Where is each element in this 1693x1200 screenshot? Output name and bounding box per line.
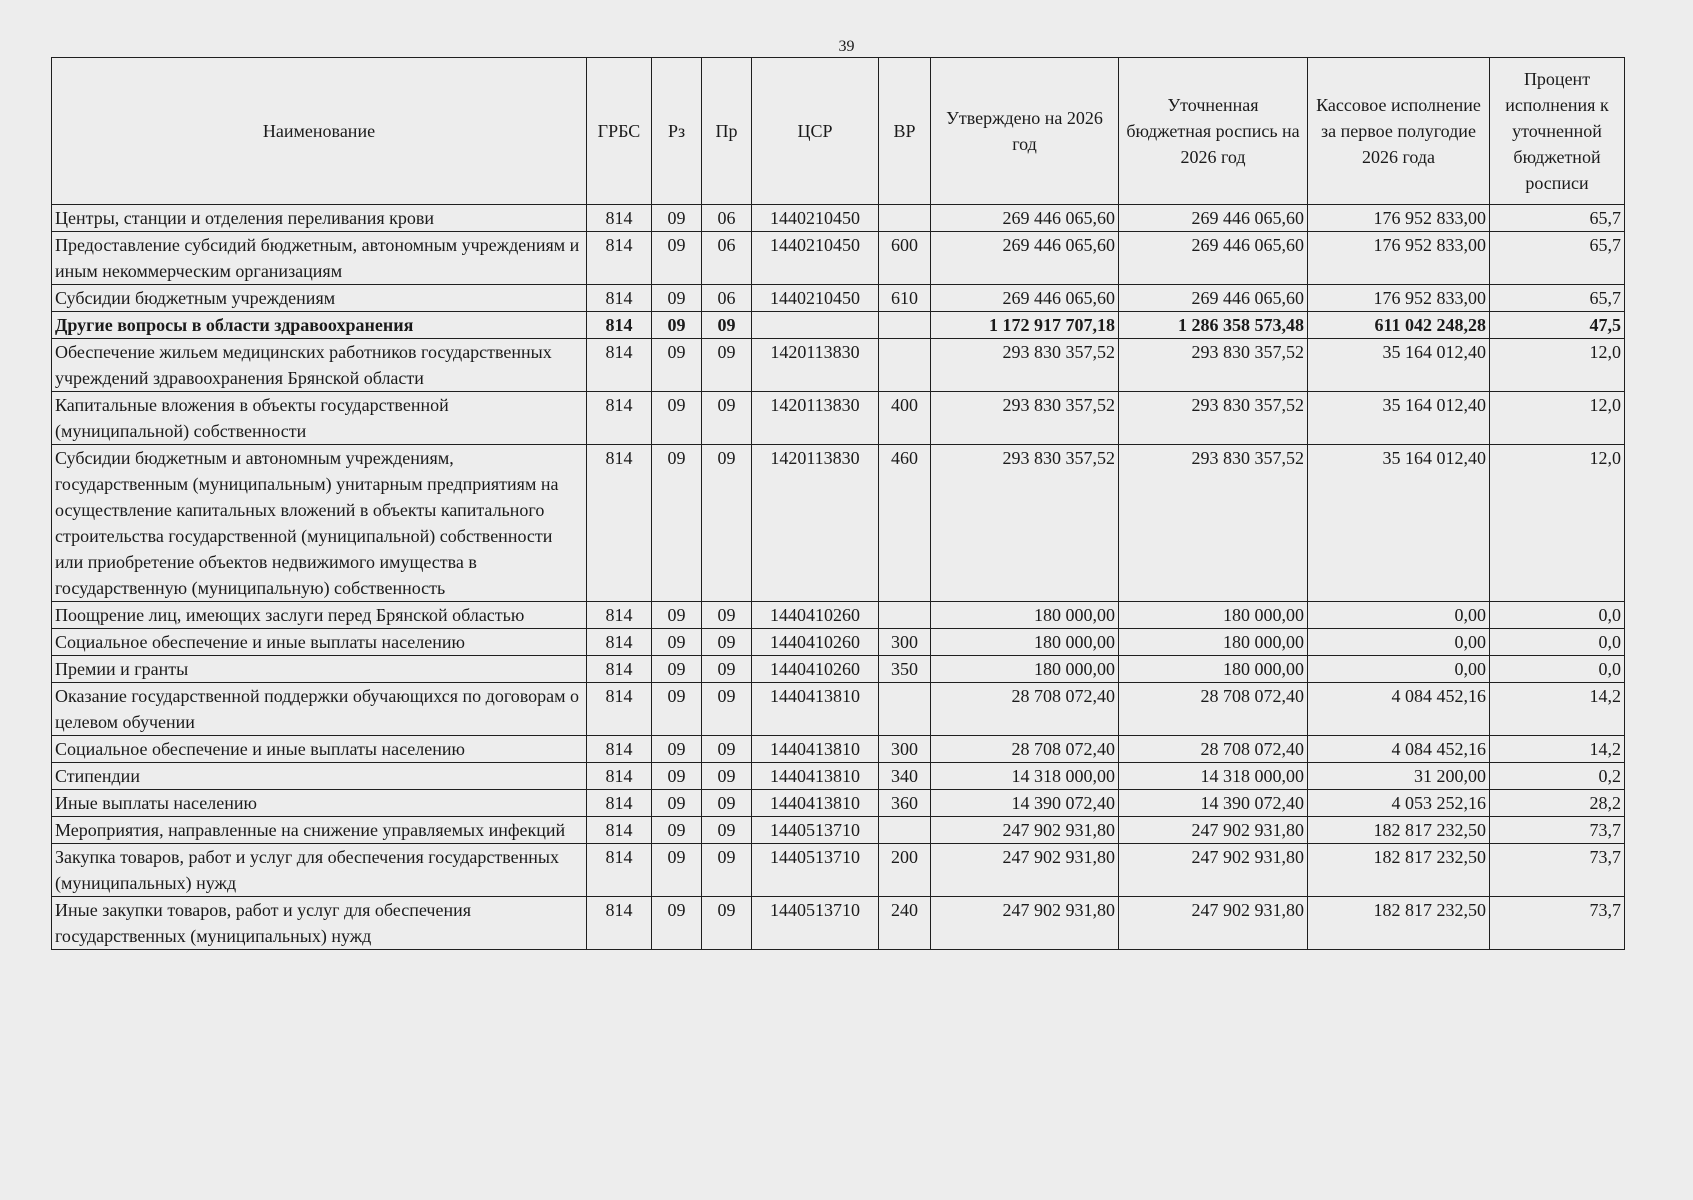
cell-approved: 14 390 072,40 — [931, 790, 1119, 817]
cell-name: Центры, станции и отделения переливания крови — [52, 205, 587, 232]
cell-cash: 176 952 833,00 — [1308, 285, 1490, 312]
table-row — [52, 629, 1625, 656]
cell-rz: 09 — [652, 897, 702, 950]
cell-csr: 1440413810 — [752, 790, 879, 817]
table-row — [52, 763, 1625, 790]
cell-name: Поощрение лиц, имеющих заслуги перед Брянской областью — [52, 602, 587, 629]
cell-refined: 180 000,00 — [1119, 602, 1308, 629]
cell-percent: 65,7 — [1490, 285, 1625, 312]
cell-grbs: 814 — [587, 285, 652, 312]
cell-refined: 247 902 931,80 — [1119, 897, 1308, 950]
cell-percent: 14,2 — [1490, 683, 1625, 736]
cell-rz: 09 — [652, 844, 702, 897]
table-body — [52, 205, 1625, 950]
cell-grbs: 814 — [587, 602, 652, 629]
cell-grbs: 814 — [587, 897, 652, 950]
cell-grbs: 814 — [587, 763, 652, 790]
cell-rz: 09 — [652, 736, 702, 763]
cell-name: Стипендии — [52, 763, 587, 790]
header-refined: Уточненная бюджетная роспись на 2026 год — [1119, 58, 1308, 205]
cell-csr: 1440410260 — [752, 602, 879, 629]
cell-approved: 269 446 065,60 — [931, 205, 1119, 232]
cell-refined: 269 446 065,60 — [1119, 232, 1308, 285]
cell-grbs: 814 — [587, 445, 652, 602]
cell-pr: 09 — [702, 736, 752, 763]
cell-pr: 09 — [702, 817, 752, 844]
cell-cash: 35 164 012,40 — [1308, 392, 1490, 445]
cell-cash: 4 053 252,16 — [1308, 790, 1490, 817]
cell-cash: 4 084 452,16 — [1308, 683, 1490, 736]
cell-approved: 14 318 000,00 — [931, 763, 1119, 790]
cell-rz: 09 — [652, 683, 702, 736]
table-row — [52, 736, 1625, 763]
cell-approved: 180 000,00 — [931, 602, 1119, 629]
cell-vr: 200 — [879, 844, 931, 897]
cell-pr: 06 — [702, 205, 752, 232]
cell-percent: 0,0 — [1490, 629, 1625, 656]
cell-cash: 611 042 248,28 — [1308, 312, 1490, 339]
cell-percent: 0,0 — [1490, 656, 1625, 683]
cell-vr — [879, 339, 931, 392]
cell-refined: 14 390 072,40 — [1119, 790, 1308, 817]
cell-name: Капитальные вложения в объекты государственной (муниципальной) собственности — [52, 392, 587, 445]
table-row — [52, 683, 1625, 736]
cell-pr: 09 — [702, 339, 752, 392]
cell-grbs: 814 — [587, 312, 652, 339]
cell-pr: 09 — [702, 844, 752, 897]
cell-grbs: 814 — [587, 205, 652, 232]
cell-refined: 269 446 065,60 — [1119, 205, 1308, 232]
cell-cash: 0,00 — [1308, 629, 1490, 656]
cell-pr: 06 — [702, 285, 752, 312]
cell-pr: 09 — [702, 763, 752, 790]
cell-cash: 0,00 — [1308, 602, 1490, 629]
cell-vr — [879, 683, 931, 736]
cell-rz: 09 — [652, 602, 702, 629]
cell-grbs: 814 — [587, 844, 652, 897]
cell-refined: 247 902 931,80 — [1119, 817, 1308, 844]
cell-pr: 09 — [702, 602, 752, 629]
cell-percent: 28,2 — [1490, 790, 1625, 817]
header-percent: Процент исполнения к уточненной бюджетной росписи — [1490, 58, 1625, 205]
cell-rz: 09 — [652, 392, 702, 445]
cell-cash: 182 817 232,50 — [1308, 817, 1490, 844]
cell-rz: 09 — [652, 817, 702, 844]
cell-percent: 73,7 — [1490, 897, 1625, 950]
cell-approved: 247 902 931,80 — [931, 817, 1119, 844]
cell-refined: 269 446 065,60 — [1119, 285, 1308, 312]
cell-grbs: 814 — [587, 339, 652, 392]
cell-cash: 182 817 232,50 — [1308, 897, 1490, 950]
cell-refined: 293 830 357,52 — [1119, 339, 1308, 392]
cell-pr: 09 — [702, 392, 752, 445]
cell-vr: 300 — [879, 736, 931, 763]
header-grbs: ГРБС — [587, 58, 652, 205]
cell-refined: 247 902 931,80 — [1119, 844, 1308, 897]
cell-csr: 1420113830 — [752, 392, 879, 445]
cell-cash: 176 952 833,00 — [1308, 205, 1490, 232]
cell-rz: 09 — [652, 790, 702, 817]
table-row — [52, 897, 1625, 950]
cell-csr: 1440513710 — [752, 844, 879, 897]
cell-refined: 180 000,00 — [1119, 656, 1308, 683]
cell-name: Премии и гранты — [52, 656, 587, 683]
cell-refined: 293 830 357,52 — [1119, 445, 1308, 602]
cell-vr: 610 — [879, 285, 931, 312]
cell-refined: 180 000,00 — [1119, 629, 1308, 656]
cell-pr: 09 — [702, 312, 752, 339]
cell-pr: 09 — [702, 683, 752, 736]
cell-name: Социальное обеспечение и иные выплаты населению — [52, 629, 587, 656]
cell-cash: 31 200,00 — [1308, 763, 1490, 790]
cell-cash: 176 952 833,00 — [1308, 232, 1490, 285]
table-row — [52, 656, 1625, 683]
cell-approved: 269 446 065,60 — [931, 285, 1119, 312]
cell-approved: 293 830 357,52 — [931, 392, 1119, 445]
cell-name: Иные выплаты населению — [52, 790, 587, 817]
cell-csr: 1440410260 — [752, 656, 879, 683]
header-pr: Пр — [702, 58, 752, 205]
cell-name: Другие вопросы в области здравоохранения — [52, 312, 587, 339]
cell-vr: 340 — [879, 763, 931, 790]
table-row — [52, 602, 1625, 629]
table-row — [52, 285, 1625, 312]
cell-percent: 12,0 — [1490, 445, 1625, 602]
cell-percent: 73,7 — [1490, 817, 1625, 844]
cell-name: Предоставление субсидий бюджетным, автономным учреждениям и иным некоммерческим организациям — [52, 232, 587, 285]
cell-approved: 180 000,00 — [931, 629, 1119, 656]
cell-grbs: 814 — [587, 392, 652, 445]
cell-approved: 293 830 357,52 — [931, 339, 1119, 392]
cell-grbs: 814 — [587, 656, 652, 683]
cell-approved: 28 708 072,40 — [931, 736, 1119, 763]
cell-rz: 09 — [652, 445, 702, 602]
page-number: 39 — [838, 38, 855, 55]
cell-percent: 12,0 — [1490, 392, 1625, 445]
cell-vr: 400 — [879, 392, 931, 445]
cell-refined: 1 286 358 573,48 — [1119, 312, 1308, 339]
table-row — [52, 205, 1625, 232]
cell-csr: 1440410260 — [752, 629, 879, 656]
cell-vr: 360 — [879, 790, 931, 817]
cell-name: Социальное обеспечение и иные выплаты населению — [52, 736, 587, 763]
cell-rz: 09 — [652, 656, 702, 683]
cell-percent: 14,2 — [1490, 736, 1625, 763]
header-vr: ВР — [879, 58, 931, 205]
cell-refined: 28 708 072,40 — [1119, 736, 1308, 763]
cell-vr: 460 — [879, 445, 931, 602]
cell-rz: 09 — [652, 763, 702, 790]
cell-pr: 09 — [702, 629, 752, 656]
cell-pr: 09 — [702, 790, 752, 817]
cell-refined: 14 318 000,00 — [1119, 763, 1308, 790]
cell-rz: 09 — [652, 205, 702, 232]
cell-refined: 28 708 072,40 — [1119, 683, 1308, 736]
cell-csr: 1420113830 — [752, 339, 879, 392]
cell-refined: 293 830 357,52 — [1119, 392, 1308, 445]
cell-csr: 1440413810 — [752, 736, 879, 763]
cell-grbs: 814 — [587, 817, 652, 844]
cell-approved: 180 000,00 — [931, 656, 1119, 683]
header-rz: Рз — [652, 58, 702, 205]
cell-grbs: 814 — [587, 683, 652, 736]
cell-percent: 73,7 — [1490, 844, 1625, 897]
cell-rz: 09 — [652, 339, 702, 392]
cell-csr — [752, 312, 879, 339]
cell-csr: 1440210450 — [752, 285, 879, 312]
cell-approved: 1 172 917 707,18 — [931, 312, 1119, 339]
cell-rz: 09 — [652, 232, 702, 285]
cell-pr: 06 — [702, 232, 752, 285]
cell-percent: 65,7 — [1490, 232, 1625, 285]
cell-percent: 12,0 — [1490, 339, 1625, 392]
cell-vr: 350 — [879, 656, 931, 683]
cell-name: Закупка товаров, работ и услуг для обеспечения государственных (муниципальных) нужд — [52, 844, 587, 897]
cell-grbs: 814 — [587, 629, 652, 656]
cell-cash: 35 164 012,40 — [1308, 339, 1490, 392]
cell-name: Обеспечение жильем медицинских работников государственных учреждений здравоохранения Брянской области — [52, 339, 587, 392]
table-row — [52, 339, 1625, 392]
table-row — [52, 817, 1625, 844]
cell-vr: 600 — [879, 232, 931, 285]
cell-csr: 1440513710 — [752, 897, 879, 950]
cell-grbs: 814 — [587, 790, 652, 817]
budget-table — [51, 57, 1625, 950]
cell-pr: 09 — [702, 897, 752, 950]
cell-vr — [879, 205, 931, 232]
cell-cash: 0,00 — [1308, 656, 1490, 683]
cell-name: Оказание государственной поддержки обучающихся по договорам о целевом обучении — [52, 683, 587, 736]
cell-approved: 293 830 357,52 — [931, 445, 1119, 602]
cell-cash: 182 817 232,50 — [1308, 844, 1490, 897]
cell-csr: 1420113830 — [752, 445, 879, 602]
cell-pr: 09 — [702, 445, 752, 602]
table-row — [52, 392, 1625, 445]
cell-grbs: 814 — [587, 232, 652, 285]
cell-approved: 269 446 065,60 — [931, 232, 1119, 285]
table-row — [52, 232, 1625, 285]
cell-vr: 300 — [879, 629, 931, 656]
cell-vr — [879, 312, 931, 339]
cell-cash: 4 084 452,16 — [1308, 736, 1490, 763]
table-row — [52, 790, 1625, 817]
cell-vr: 240 — [879, 897, 931, 950]
cell-name: Иные закупки товаров, работ и услуг для обеспечения государственных (муниципальных) нужд — [52, 897, 587, 950]
cell-rz: 09 — [652, 312, 702, 339]
cell-csr: 1440513710 — [752, 817, 879, 844]
cell-name: Субсидии бюджетным и автономным учреждениям, государственным (муниципальным) унитарным предприятиям на осуществление капитальных вложений в объекты капитального строительства государственной (муниципальной) собственности или приобретение объектов недвижимого имущества в государственную (муниципальную) собственность — [52, 445, 587, 602]
header-approved: Утверждено на 2026 год — [931, 58, 1119, 205]
cell-vr — [879, 817, 931, 844]
cell-approved: 247 902 931,80 — [931, 897, 1119, 950]
cell-pr: 09 — [702, 656, 752, 683]
cell-percent: 65,7 — [1490, 205, 1625, 232]
cell-csr: 1440210450 — [752, 232, 879, 285]
table-row — [52, 312, 1625, 339]
cell-vr — [879, 602, 931, 629]
cell-csr: 1440413810 — [752, 683, 879, 736]
cell-cash: 35 164 012,40 — [1308, 445, 1490, 602]
cell-percent: 0,2 — [1490, 763, 1625, 790]
table-row — [52, 445, 1625, 602]
cell-csr: 1440413810 — [752, 763, 879, 790]
cell-name: Субсидии бюджетным учреждениям — [52, 285, 587, 312]
cell-rz: 09 — [652, 629, 702, 656]
cell-percent: 47,5 — [1490, 312, 1625, 339]
cell-approved: 28 708 072,40 — [931, 683, 1119, 736]
table-row — [52, 844, 1625, 897]
cell-percent: 0,0 — [1490, 602, 1625, 629]
cell-approved: 247 902 931,80 — [931, 844, 1119, 897]
cell-rz: 09 — [652, 285, 702, 312]
header-name: Наименование — [52, 58, 587, 205]
cell-name: Мероприятия, направленные на снижение управляемых инфекций — [52, 817, 587, 844]
cell-grbs: 814 — [587, 736, 652, 763]
cell-csr: 1440210450 — [752, 205, 879, 232]
header-csr: ЦСР — [752, 58, 879, 205]
table-header-row — [52, 58, 1625, 205]
header-cash: Кассовое исполнение за первое полугодие 2026 года — [1308, 58, 1490, 205]
